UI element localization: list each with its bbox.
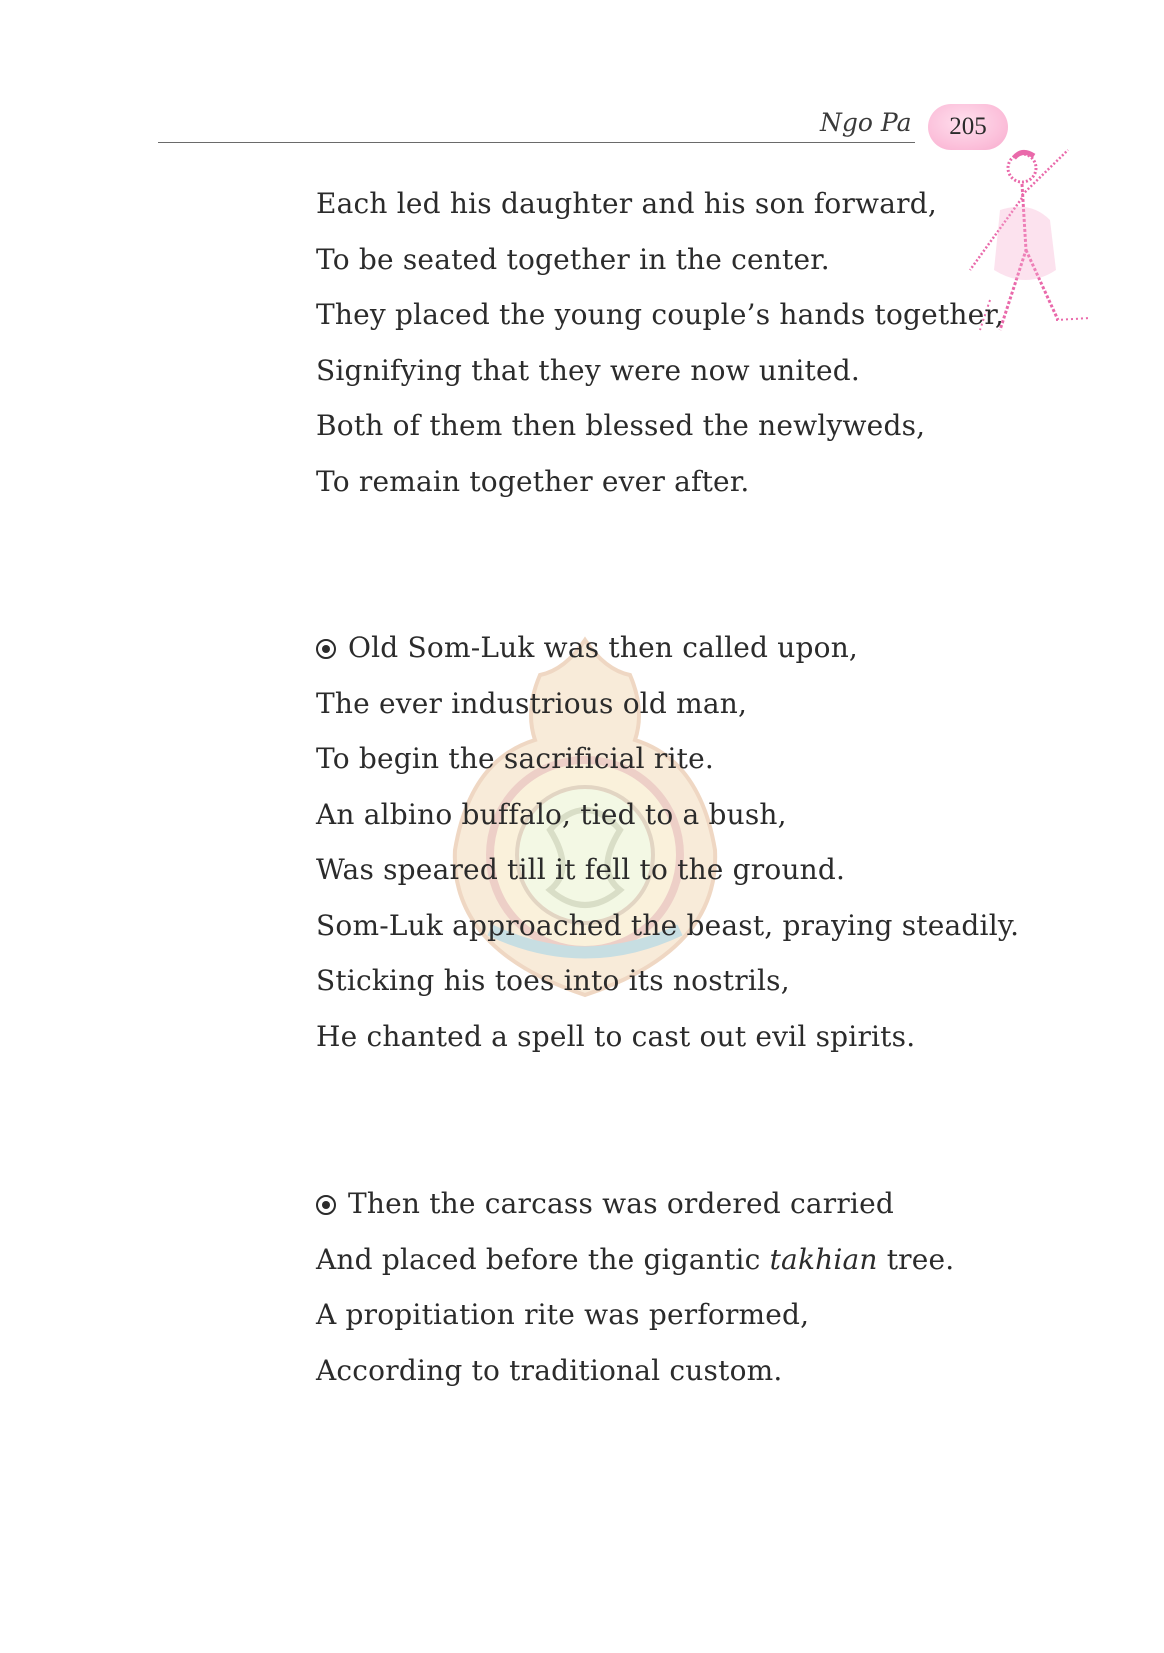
verse-line: To be seated together in the center. [316,242,830,276]
verse-text: Then the carcass was ordered carried [348,1187,894,1220]
verse-line: An albino buffalo, tied to a bush, [316,797,787,831]
verse-line: They placed the young couple’s hands together, [316,298,1004,331]
bullet-icon [316,639,336,659]
bullet-icon [316,1195,336,1215]
verse-line: A propitiation rite was performed, [316,1298,810,1331]
verse-line: Som-Luk approached the beast, praying steadily. [316,908,1020,942]
verse-line: To begin the sacrificial rite. [316,742,714,775]
stanza-3 [316,1176,954,1398]
verse-line: Both of them then blessed the newlyweds, [316,409,926,442]
verse-line [316,1232,954,1288]
verse-text: Old Som-Luk was then called upon, [348,631,859,664]
page-number: 205 [949,113,987,140]
verse-line: Sticking his toes into its nostrils, [316,964,790,997]
stanza-2 [316,620,1019,1064]
verse-line: Was speared till it fell to the ground. [316,853,846,886]
verse-line [316,1176,954,1232]
verse-line: He chanted a spell to cast out evil spirits. [316,1019,916,1053]
stanza-1 [316,176,1004,509]
verse-line: To remain together ever after. [316,464,750,498]
running-title: Ngo Pa [820,108,912,137]
verse-line: According to traditional custom. [316,1353,783,1387]
header-rule [158,142,915,143]
verse-line: Each led his daughter and his son forward, [316,187,937,220]
italic-term: takhian [769,1242,878,1276]
verse-text: tree. [886,1242,955,1276]
verse-line [316,620,1019,676]
verse-line: The ever industrious old man, [316,686,748,720]
verse-line: Signifying that they were now united. [316,353,860,387]
verse-text: And placed before the gigantic [316,1242,761,1276]
